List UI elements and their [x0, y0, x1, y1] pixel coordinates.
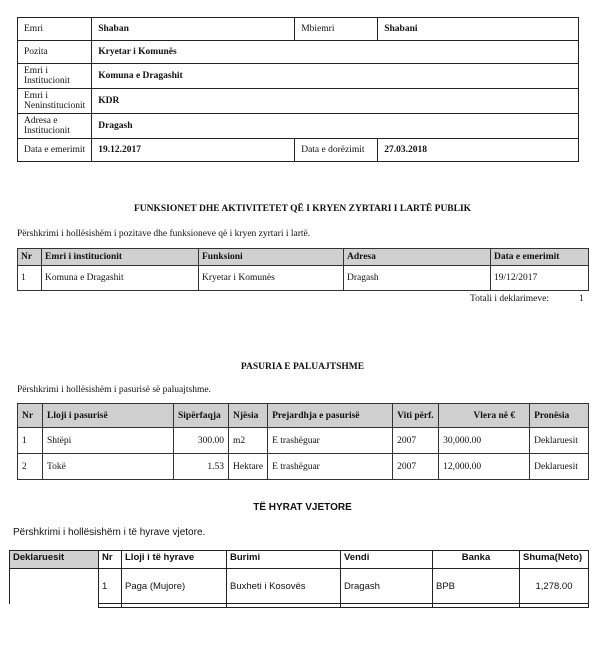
table-row	[18, 266, 589, 291]
funksionet-total-label: Totali i deklarimeve:	[470, 294, 550, 304]
table-cell: 1,278.00	[520, 569, 589, 604]
table-cell: 19/12/2017	[491, 266, 589, 291]
info-row	[18, 64, 579, 89]
table-cell: Shtëpi	[43, 428, 174, 454]
table-cell: E trashëguar	[268, 454, 393, 480]
funksionet-title: FUNKSIONET DHE AKTIVITETET QË I KRYEN ZYRTARI I LARTË PUBLIK	[133, 204, 472, 214]
column-header: Burimi	[227, 551, 341, 569]
table-cell: 1.53	[174, 454, 229, 480]
table-cell: 1	[18, 428, 43, 454]
table-cell: 30,000.00	[439, 428, 530, 454]
pozita-label: Pozita	[18, 41, 92, 64]
emri-label: Emri	[18, 18, 92, 41]
column-header: Lloji i pasurisë	[43, 404, 174, 428]
table-cell: Deklaruesit	[530, 428, 589, 454]
table-row	[18, 454, 589, 480]
table-cell: Deklaruesit	[530, 454, 589, 480]
table-cell: Kryetar i Komunës	[199, 266, 344, 291]
table-cell: BPB	[433, 569, 520, 604]
pasuria-title: PASURIA E PALUAJTSHME	[240, 362, 365, 372]
column-header: Shuma(Neto)	[520, 551, 589, 569]
personal-info-table	[17, 17, 579, 162]
info-row	[18, 18, 579, 41]
table-cell: 1	[18, 266, 42, 291]
info-row	[18, 139, 579, 162]
funksionet-total-value: 1	[579, 294, 584, 304]
neninstitucion-value: KDR	[92, 89, 579, 114]
te-hyrat-description: Përshkrimi i hollësishëm i të hyrave vjetore.	[13, 527, 206, 538]
column-header: Viti përf.	[393, 404, 439, 428]
mbiemri-value: Shabani	[378, 18, 579, 41]
column-header: Lloji i të hyrave	[122, 551, 227, 569]
adresa-value: Dragash	[92, 114, 579, 139]
pasuria-table	[17, 403, 589, 480]
table-cell: 1	[99, 569, 122, 604]
info-row	[18, 114, 579, 139]
table-footer-row	[10, 604, 589, 608]
column-header: Vendi	[341, 551, 433, 569]
table-cell: Paga (Mujore)	[122, 569, 227, 604]
table-cell	[10, 569, 99, 604]
table-header-row	[18, 404, 589, 428]
column-header: Nr	[18, 404, 43, 428]
adresa-label: Adresa e Institucionit	[18, 114, 92, 139]
table-cell: Dragash	[344, 266, 491, 291]
table-cell: 300.00	[174, 428, 229, 454]
table-cell: 2	[18, 454, 43, 480]
table-cell: Buxheti i Kosovës	[227, 569, 341, 604]
column-header: Pronësia	[530, 404, 589, 428]
institucion-label: Emri i Institucionit	[18, 64, 92, 89]
column-header: Funksioni	[199, 249, 344, 266]
neninstitucion-label: Emri i Neninstitucionit	[18, 89, 92, 114]
pozita-value: Kryetar i Komunës	[92, 41, 579, 64]
table-row	[18, 428, 589, 454]
column-header: Sipërfaqja	[174, 404, 229, 428]
table-header-row	[10, 551, 589, 569]
table-cell: 2007	[393, 454, 439, 480]
emerimit-value: 19.12.2017	[92, 139, 295, 162]
table-cell: Tokë	[43, 454, 174, 480]
column-header: Data e emerimit	[491, 249, 589, 266]
institucion-value: Komuna e Dragashit	[92, 64, 579, 89]
column-header: Emri i institucionit	[42, 249, 199, 266]
column-header: Nr	[99, 551, 122, 569]
dorezimit-label: Data e dorëzimit	[295, 139, 378, 162]
emerimit-label: Data e emerimit	[18, 139, 92, 162]
table-cell: m2	[229, 428, 268, 454]
te-hyrat-table	[9, 550, 589, 608]
funksionet-table	[17, 248, 589, 291]
mbiemri-label: Mbiemri	[295, 18, 378, 41]
table-row	[10, 569, 589, 604]
column-header: Vlera në €	[439, 404, 530, 428]
table-cell: Komuna e Dragashit	[42, 266, 199, 291]
dorezimit-value: 27.03.2018	[378, 139, 579, 162]
column-header: Adresa	[344, 249, 491, 266]
table-cell: E trashëguar	[268, 428, 393, 454]
emri-value: Shaban	[92, 18, 295, 41]
table-cell: 2007	[393, 428, 439, 454]
pasuria-description: Përshkrimi i hollësishëm i pasurisë së paluajtshme.	[17, 385, 211, 395]
funksionet-description: Përshkrimi i hollësishëm i pozitave dhe funksioneve që i kryen zyrtari i lartë.	[17, 229, 311, 239]
info-row	[18, 89, 579, 114]
column-header: Banka	[433, 551, 520, 569]
column-header: Njësia	[229, 404, 268, 428]
table-cell: Hektare	[229, 454, 268, 480]
column-header: Prejardhja e pasurisë	[268, 404, 393, 428]
table-cell: Dragash	[341, 569, 433, 604]
te-hyrat-title: TË HYRAT VJETORE	[253, 502, 352, 513]
info-row	[18, 41, 579, 64]
table-cell: 12,000.00	[439, 454, 530, 480]
column-header: Nr	[18, 249, 42, 266]
table-header-row	[18, 249, 589, 266]
column-header: Deklaruesit	[10, 551, 99, 569]
